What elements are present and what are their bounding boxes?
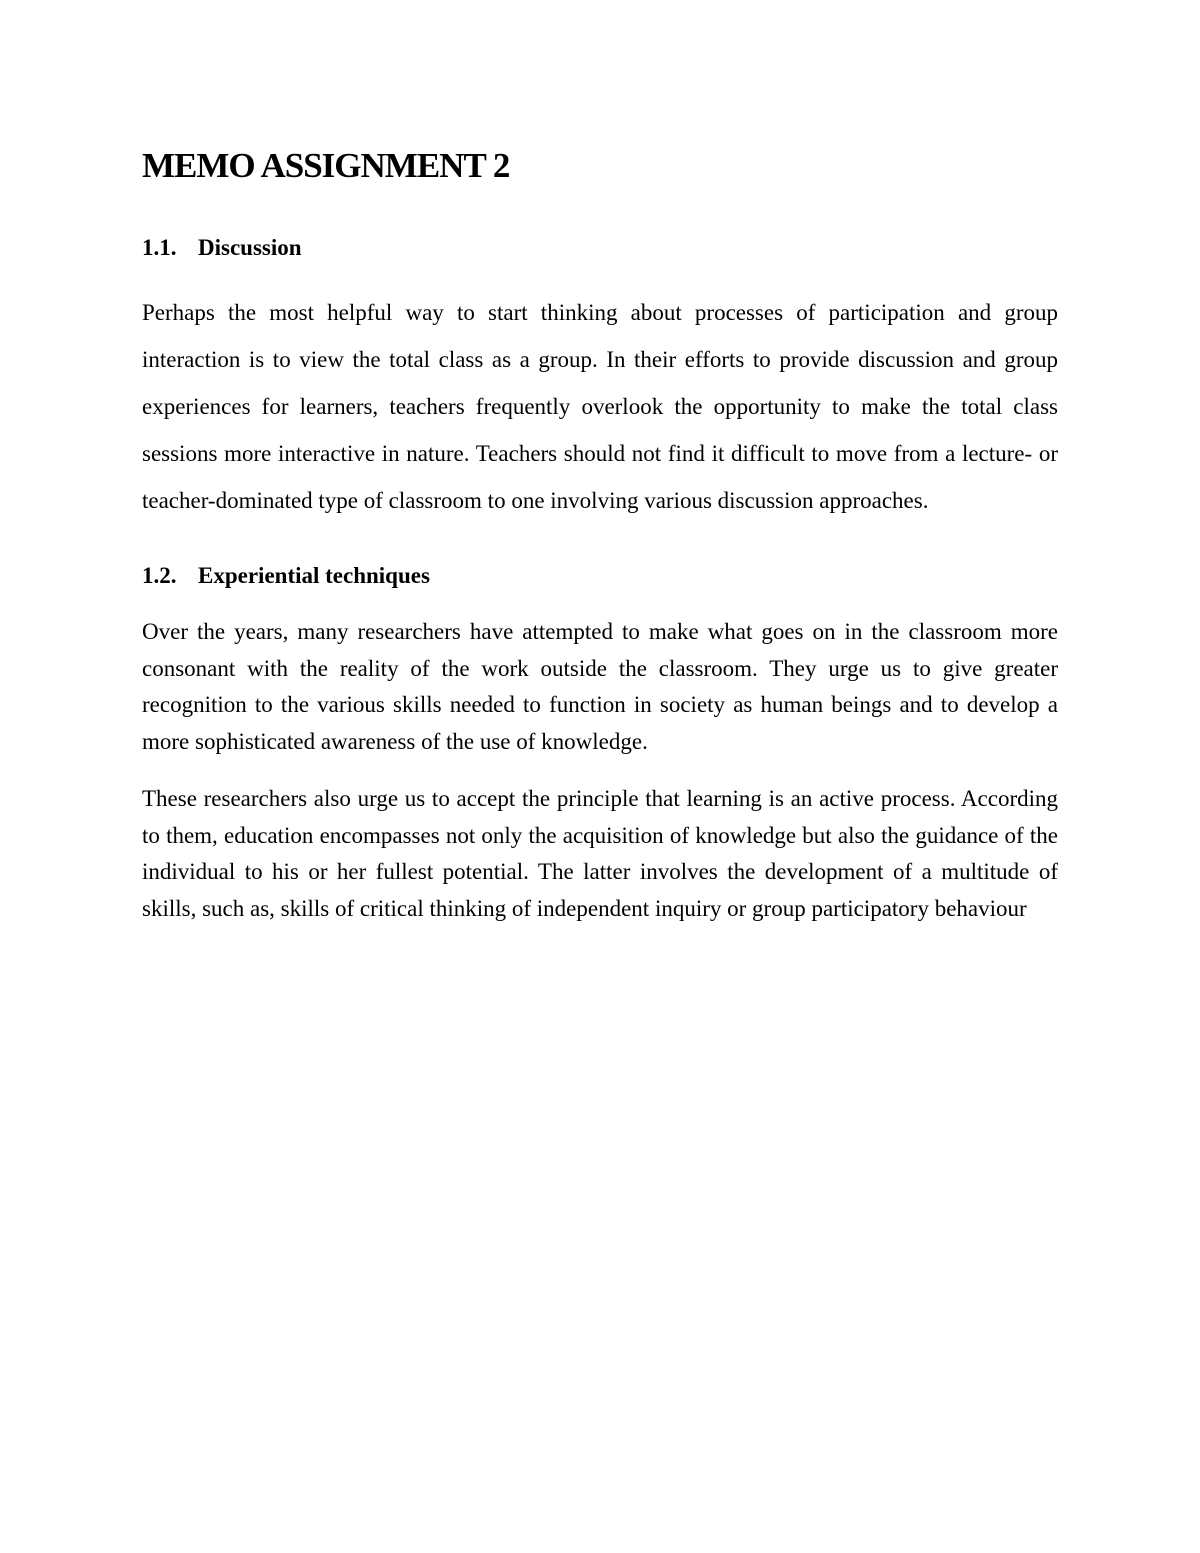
document-body <box>142 140 1058 927</box>
section-title: Experiential techniques <box>198 563 430 588</box>
experiential-paragraph-1: Over the years, many researchers have attempted to make what goes on in the classroom more consonant with the reality of the work outside the classroom. They urge us to give greater recognition to the various skills needed to function in society as human beings and to develop a more sophisticated awareness of the use of knowledge. <box>142 619 1058 754</box>
discussion-paragraph: Perhaps the most helpful way to start thinking about processes of participation and group interaction is to view the total class as a group. In their efforts to provide discussion and group experiences for learners, teachers frequently overlook the opportunity to make the total class sessions more interactive in nature. Teachers should not find it difficult to move from a lecture- or teacher-dominated type of classroom to one involving various discussion approaches. <box>142 300 1058 513</box>
experiential-paragraph-2: These researchers also urge us to accept the principle that learning is an active process. According to them, education encompasses not only the acquisition of knowledge but also the guidance of the individual to his or her fullest potential. The latter involves the development of a multitude of skills, such as, skills of critical thinking of independent inquiry or group participatory behaviour <box>142 786 1058 921</box>
section-title: Discussion <box>198 235 302 260</box>
section-number: 1.1. <box>142 235 177 260</box>
document-title: MEMO ASSIGNMENT 2 <box>142 146 510 185</box>
section-number: 1.2. <box>142 563 177 588</box>
section-heading-discussion <box>142 231 1058 265</box>
section-heading-experiential-techniques <box>142 559 1058 593</box>
